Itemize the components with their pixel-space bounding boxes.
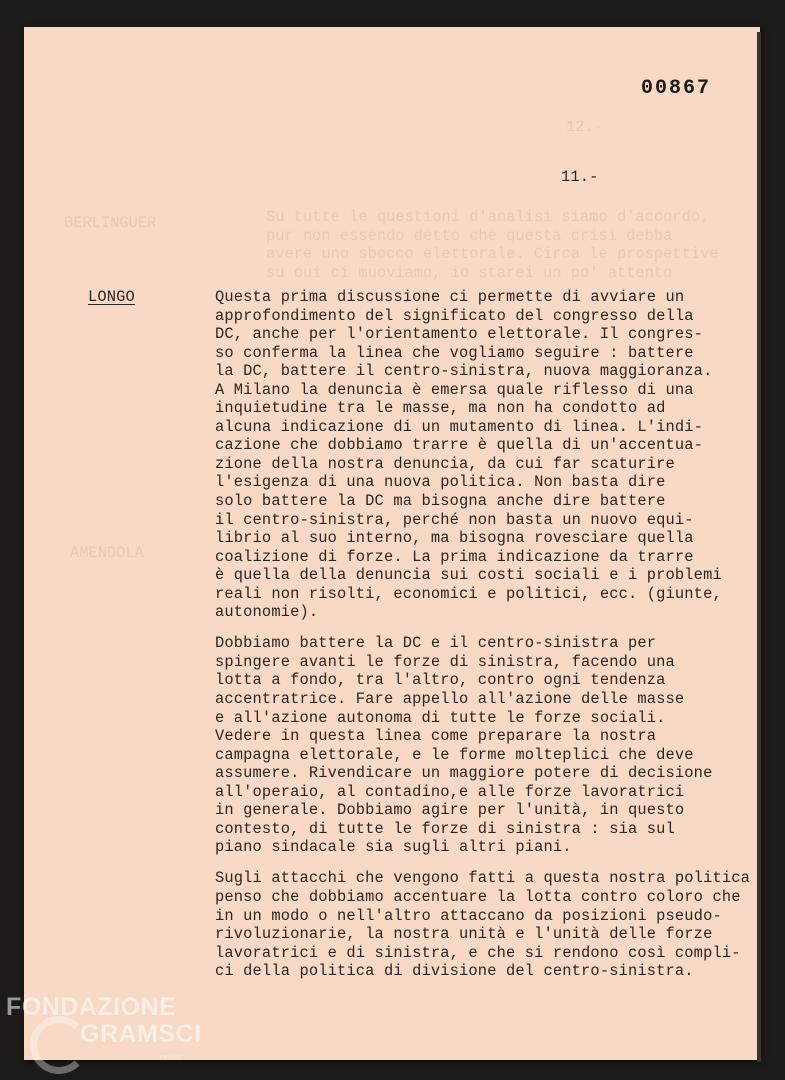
page-edge bbox=[757, 32, 761, 1062]
text-line: assumere. Rivendicare un maggiore potere di decisione bbox=[215, 764, 713, 783]
text-line: reali non risolti, economici e politici, ecc. (giunte, bbox=[215, 584, 722, 603]
text-line: approfondimento del significato del congresso della bbox=[215, 306, 694, 325]
text-line: inquietudine tra le masse, ma non ha condotto ad bbox=[215, 399, 666, 418]
text-line: solo battere la DC ma bisogna anche dire battere bbox=[215, 492, 666, 511]
text-line: so conferma la linea che vogliamo seguire : battere bbox=[215, 343, 694, 362]
text-line: DC, anche per l'orientamento elettorale. Il congres- bbox=[215, 325, 704, 344]
text-line: librio al suo interno, ma bisogna rovesciare quella bbox=[215, 529, 694, 548]
text-line: Questa prima discussione ci permette di avviare un bbox=[215, 288, 685, 306]
text-line: autonomie). bbox=[215, 603, 319, 622]
paragraph-3 bbox=[215, 869, 755, 980]
text-line: e all'azione autonoma di tutte le forze sociali. bbox=[215, 708, 666, 727]
text-line: cazione che dobbiamo trarre è quella di un'accentua- bbox=[215, 436, 704, 455]
text-line: ci della politica di divisione del centro-sinistra. bbox=[215, 962, 694, 981]
paragraph-1 bbox=[215, 288, 755, 622]
text-line: piano sindacale sia sugli altri piani. bbox=[215, 838, 572, 857]
text-line: la DC, battere il centro-sinistra, nuova maggioranza. bbox=[215, 362, 713, 381]
speaker-name: LONGO bbox=[88, 288, 135, 306]
text-line: contesto, di tutte le forze di sinistra : sia sul bbox=[215, 819, 675, 838]
bleed-through-text: Su tutte le questioni d'analisi siamo d'accordo, pur non essendo detto che questa crisi debba avere uno sbocco elettorale. Circa le prospettive su cui ci muoviamo, io starei un po' attento bbox=[266, 208, 719, 282]
document-number: 00867 bbox=[641, 77, 712, 100]
watermark-subtitle: onlus bbox=[160, 1052, 182, 1062]
bleed-through-text: 12.- bbox=[566, 118, 603, 136]
text-line: all'operaio, al contadino,e alle forze lavoratrici bbox=[215, 782, 685, 801]
bleed-through-text: AMENDOLA bbox=[70, 544, 144, 562]
text-line: lotta a fondo, tra l'altro, contro ogni tendenza bbox=[215, 671, 666, 690]
bleed-through-text: BERLINGUER bbox=[64, 214, 157, 232]
text-line: Dobbiamo battere la DC e il centro-sinistra per bbox=[215, 634, 657, 653]
text-line: il centro-sinistra, perché non basta un nuovo equi- bbox=[215, 510, 694, 529]
text-line: spingere avanti le forze di sinistra, facendo una bbox=[215, 652, 675, 671]
text-line: Vedere in questa linea come preparare la nostra bbox=[215, 727, 657, 746]
text-line: Sugli attacchi che vengono fatti a questa nostra politica bbox=[215, 869, 750, 888]
speech-body bbox=[215, 288, 755, 993]
text-line: è quella della denuncia sui costi sociali e i problemi bbox=[215, 566, 722, 585]
text-line: coalizione di forze. La prima indicazione da trarre bbox=[215, 547, 694, 566]
text-line: alcuna indicazione di un mutamento di linea. L'indi- bbox=[215, 417, 704, 436]
text-line: penso che dobbiamo accentuare la lotta contro coloro che bbox=[215, 887, 741, 906]
text-line: campagna elettorale, e le forme molteplici che deve bbox=[215, 745, 694, 764]
text-line: A Milano la denuncia è emersa quale riflesso di una bbox=[215, 380, 694, 399]
text-line: rivoluzionarie, la nostra unità e l'unità delle forze bbox=[215, 925, 713, 944]
watermark-line-1: FONDAZIONE bbox=[6, 993, 177, 1021]
watermark-line-2: GRAMSCI bbox=[80, 1020, 202, 1048]
paragraph-2 bbox=[215, 634, 755, 857]
text-line: zione della nostra denuncia, da cui far scaturire bbox=[215, 454, 675, 473]
text-line: accentratrice. Fare appello all'azione delle masse bbox=[215, 689, 685, 708]
text-line: l'esigenza di una nuova politica. Non basta dire bbox=[215, 473, 666, 492]
text-line: in generale. Dobbiamo agire per l'unità, in questo bbox=[215, 801, 685, 820]
text-line: lavoratrici e di sinistra, e che si rendono così compli- bbox=[215, 943, 741, 962]
page-number: 11.- bbox=[561, 168, 599, 186]
archive-watermark bbox=[6, 994, 202, 1048]
text-line: in un modo o nell'altro attaccano da posizioni pseudo- bbox=[215, 906, 722, 925]
